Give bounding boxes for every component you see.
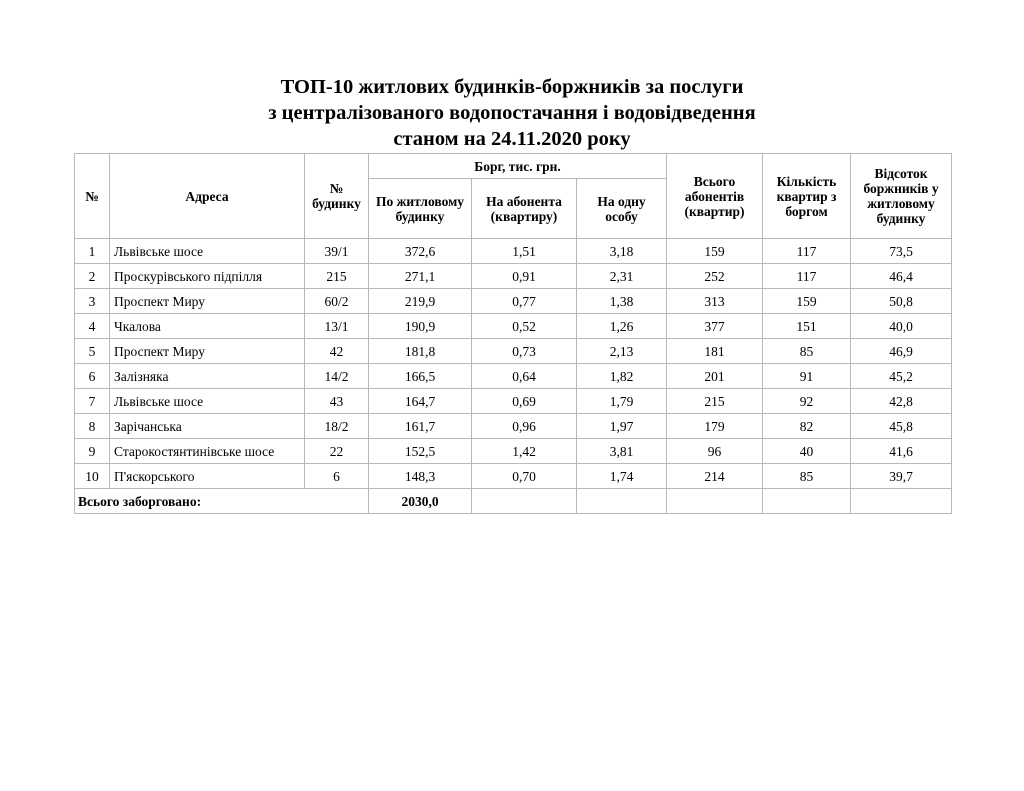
header-num: № <box>75 154 110 239</box>
total-label: Всього заборговано: <box>75 489 369 514</box>
cell-with-debt: 151 <box>763 314 851 339</box>
cell-total-subscribers: 377 <box>667 314 763 339</box>
cell-address: Проспект Миру <box>110 339 305 364</box>
cell-address: Львівське шосе <box>110 239 305 264</box>
table-row <box>75 439 952 464</box>
cell-per-person: 1,97 <box>577 414 667 439</box>
cell-per-subscriber: 0,69 <box>472 389 577 414</box>
cell-building: 13/1 <box>305 314 369 339</box>
cell-percent: 50,8 <box>851 289 952 314</box>
cell-with-debt: 91 <box>763 364 851 389</box>
header-total-subscribers: Всього абонентів (квартир) <box>667 154 763 239</box>
cell-num: 2 <box>75 264 110 289</box>
cell-per-building: 271,1 <box>369 264 472 289</box>
cell-percent: 73,5 <box>851 239 952 264</box>
total-empty-cell <box>472 489 577 514</box>
cell-address: Проспект Миру <box>110 289 305 314</box>
cell-total-subscribers: 214 <box>667 464 763 489</box>
header-building-no: № будинку <box>305 154 369 239</box>
cell-percent: 42,8 <box>851 389 952 414</box>
total-empty-cell <box>577 489 667 514</box>
cell-with-debt: 85 <box>763 339 851 364</box>
total-empty-cell <box>851 489 952 514</box>
table-body <box>75 239 952 489</box>
table-row <box>75 289 952 314</box>
cell-per-subscriber: 0,70 <box>472 464 577 489</box>
table-row <box>75 364 952 389</box>
cell-total-subscribers: 252 <box>667 264 763 289</box>
cell-building: 6 <box>305 464 369 489</box>
cell-per-subscriber: 0,73 <box>472 339 577 364</box>
cell-per-person: 2,13 <box>577 339 667 364</box>
total-empty-cell <box>667 489 763 514</box>
debtors-table <box>74 153 952 514</box>
cell-num: 1 <box>75 239 110 264</box>
cell-percent: 41,6 <box>851 439 952 464</box>
cell-total-subscribers: 179 <box>667 414 763 439</box>
total-empty-cell <box>763 489 851 514</box>
cell-address: Старокостянтинівське шосе <box>110 439 305 464</box>
cell-address: Залізняка <box>110 364 305 389</box>
table-footer <box>75 489 952 514</box>
cell-per-building: 219,9 <box>369 289 472 314</box>
header-debtors-percent: Відсоток боржників у житловому будинку <box>851 154 952 239</box>
cell-building: 18/2 <box>305 414 369 439</box>
total-row <box>75 489 952 514</box>
title-line-1: ТОП-10 житлових будинків-боржників за послуги <box>280 76 744 98</box>
header-debt-group: Борг, тис. грн. <box>369 154 667 179</box>
cell-total-subscribers: 159 <box>667 239 763 264</box>
cell-address: Чкалова <box>110 314 305 339</box>
cell-total-subscribers: 181 <box>667 339 763 364</box>
cell-per-subscriber: 0,96 <box>472 414 577 439</box>
cell-building: 60/2 <box>305 289 369 314</box>
cell-percent: 46,9 <box>851 339 952 364</box>
header-address: Адреса <box>110 154 305 239</box>
cell-per-building: 166,5 <box>369 364 472 389</box>
cell-address: Зарічанська <box>110 414 305 439</box>
cell-building: 215 <box>305 264 369 289</box>
cell-num: 4 <box>75 314 110 339</box>
header-per-subscriber: На абонента (квартиру) <box>472 179 577 239</box>
cell-per-building: 164,7 <box>369 389 472 414</box>
cell-building: 43 <box>305 389 369 414</box>
header-per-building: По житловому будинку <box>369 179 472 239</box>
cell-per-building: 181,8 <box>369 339 472 364</box>
cell-num: 3 <box>75 289 110 314</box>
cell-address: П'яскорського <box>110 464 305 489</box>
cell-per-person: 1,26 <box>577 314 667 339</box>
cell-total-subscribers: 313 <box>667 289 763 314</box>
cell-num: 10 <box>75 464 110 489</box>
cell-per-building: 372,6 <box>369 239 472 264</box>
cell-per-person: 1,82 <box>577 364 667 389</box>
document-title <box>0 74 1024 152</box>
cell-with-debt: 92 <box>763 389 851 414</box>
table-row <box>75 264 952 289</box>
table-header <box>75 154 952 239</box>
header-apartments-with-debt: Кількість квартир з боргом <box>763 154 851 239</box>
header-per-person: На одну особу <box>577 179 667 239</box>
title-line-2: з централізованого водопостачання і водовідведення <box>268 102 756 124</box>
cell-address: Проскурівського підпілля <box>110 264 305 289</box>
cell-address: Львівське шосе <box>110 389 305 414</box>
cell-per-subscriber: 1,51 <box>472 239 577 264</box>
cell-building: 42 <box>305 339 369 364</box>
cell-building: 14/2 <box>305 364 369 389</box>
cell-per-person: 3,81 <box>577 439 667 464</box>
cell-per-subscriber: 0,91 <box>472 264 577 289</box>
cell-per-person: 1,74 <box>577 464 667 489</box>
cell-percent: 46,4 <box>851 264 952 289</box>
cell-num: 9 <box>75 439 110 464</box>
cell-num: 8 <box>75 414 110 439</box>
cell-per-building: 161,7 <box>369 414 472 439</box>
cell-num: 7 <box>75 389 110 414</box>
cell-per-person: 1,38 <box>577 289 667 314</box>
cell-per-building: 152,5 <box>369 439 472 464</box>
cell-with-debt: 85 <box>763 464 851 489</box>
cell-with-debt: 40 <box>763 439 851 464</box>
cell-total-subscribers: 215 <box>667 389 763 414</box>
table-row <box>75 339 952 364</box>
cell-num: 5 <box>75 339 110 364</box>
cell-per-person: 3,18 <box>577 239 667 264</box>
table-row <box>75 239 952 264</box>
cell-building: 22 <box>305 439 369 464</box>
cell-percent: 45,2 <box>851 364 952 389</box>
cell-per-subscriber: 1,42 <box>472 439 577 464</box>
cell-total-subscribers: 96 <box>667 439 763 464</box>
cell-percent: 39,7 <box>851 464 952 489</box>
cell-per-person: 1,79 <box>577 389 667 414</box>
cell-with-debt: 117 <box>763 239 851 264</box>
cell-num: 6 <box>75 364 110 389</box>
cell-per-subscriber: 0,64 <box>472 364 577 389</box>
cell-with-debt: 117 <box>763 264 851 289</box>
cell-per-subscriber: 0,77 <box>472 289 577 314</box>
table-row <box>75 314 952 339</box>
cell-building: 39/1 <box>305 239 369 264</box>
cell-with-debt: 159 <box>763 289 851 314</box>
table-row <box>75 389 952 414</box>
cell-percent: 45,8 <box>851 414 952 439</box>
table-row <box>75 414 952 439</box>
total-value: 2030,0 <box>369 489 472 514</box>
cell-with-debt: 82 <box>763 414 851 439</box>
cell-per-person: 2,31 <box>577 264 667 289</box>
cell-per-building: 148,3 <box>369 464 472 489</box>
cell-percent: 40,0 <box>851 314 952 339</box>
cell-total-subscribers: 201 <box>667 364 763 389</box>
cell-per-building: 190,9 <box>369 314 472 339</box>
title-line-3: станом на 24.11.2020 року <box>393 128 631 150</box>
cell-per-subscriber: 0,52 <box>472 314 577 339</box>
table-row <box>75 464 952 489</box>
